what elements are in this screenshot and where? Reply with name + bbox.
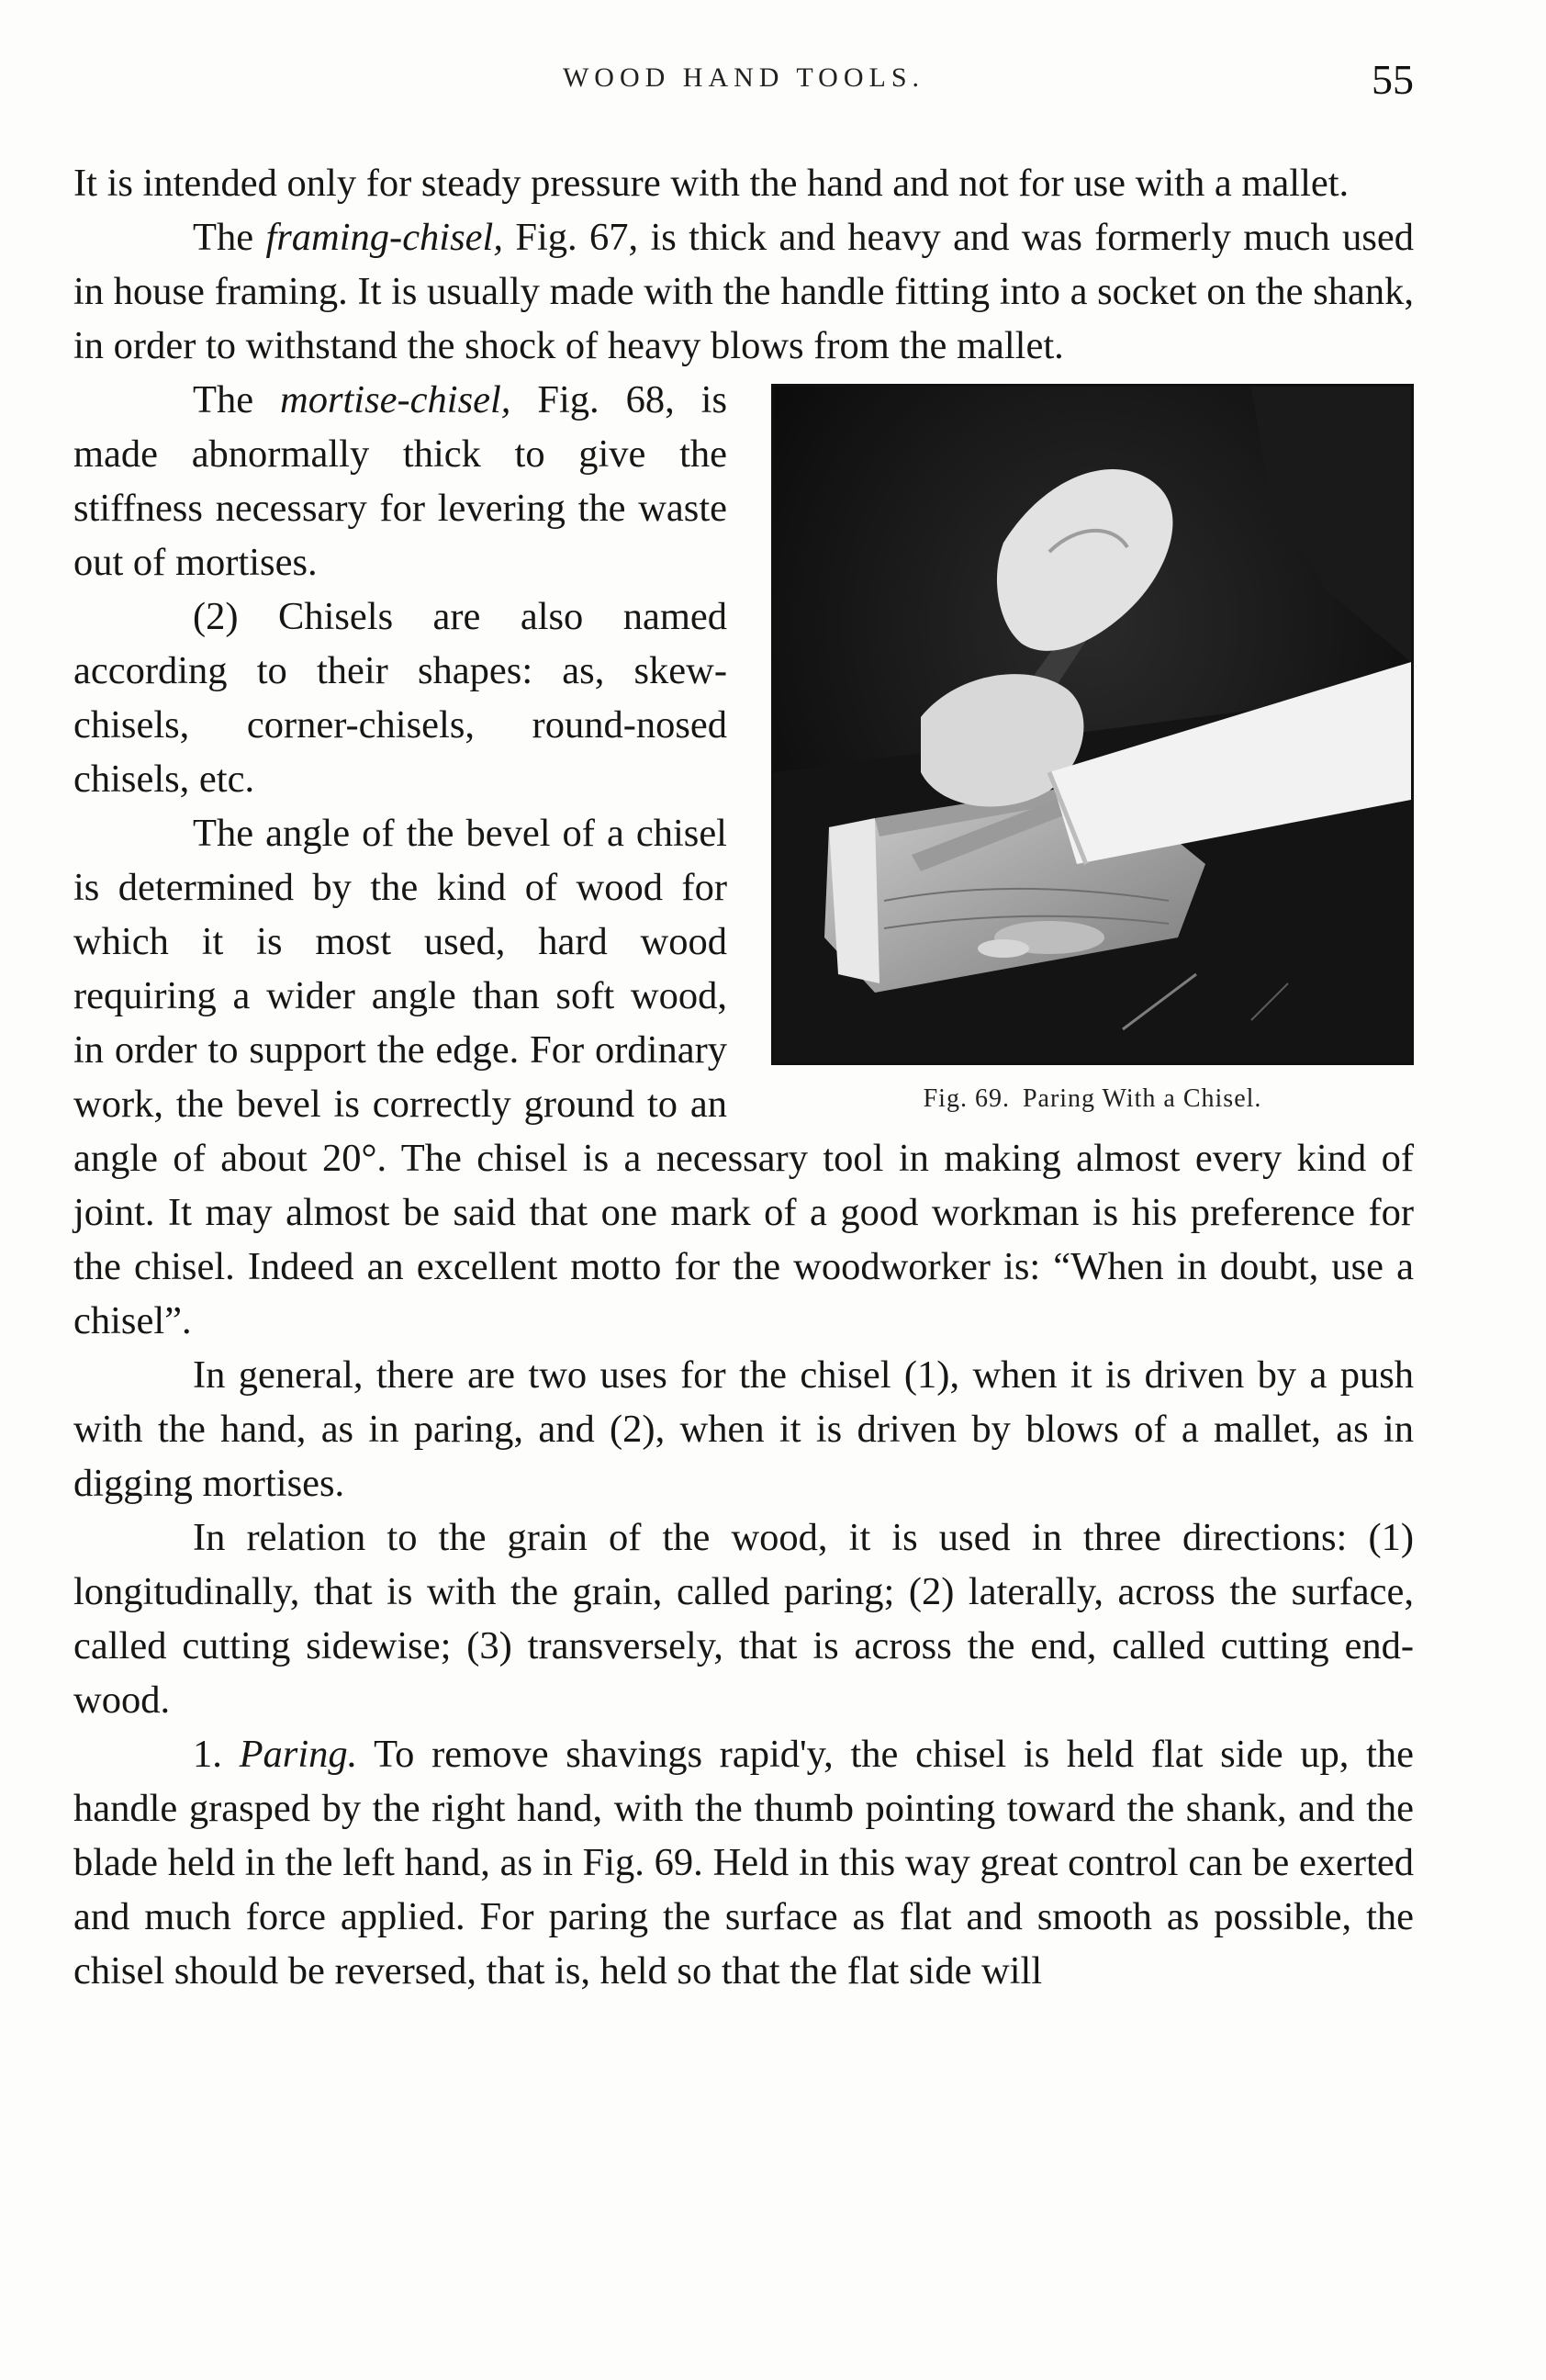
paragraph-3-lead: The	[193, 378, 280, 421]
paragraph-8	[73, 1727, 1414, 1998]
paragraph-8-body: To remove shavings rapid'y, the chisel is held flat side up, the handle grasped by the right hand, with the thumb pointing toward the shank, and the blade held in the left hand, as in Fig. 69. Held in this way great control can be exerted and much force applied. For paring the surface as flat and smooth as possible, the chisel should be reversed, that is, held so that the flat side will	[73, 1733, 1415, 1993]
term-paring: Paring.	[239, 1733, 358, 1776]
paring-photo-illustration	[774, 387, 1411, 1062]
paragraph-3-body: Fig. 68, is made abnormally thick to give the stiffness necessary for levering the waste out of mortises.	[73, 378, 727, 584]
paragraph-8-number: 1.	[193, 1733, 240, 1776]
paragraph-2-body: Fig. 67, is thick and heavy and was formerly much used in house framing. It is usually made with the handle fitting into a socket on the shank, in order to withstand the shock of heavy blows from the mallet.	[73, 216, 1414, 367]
figure-photo	[771, 384, 1414, 1065]
body-text	[73, 156, 1414, 1998]
paragraph-2	[73, 210, 1414, 373]
page-header	[73, 55, 1414, 119]
figure-label: Fig. 69.	[923, 1084, 1010, 1113]
paragraph-2-lead: The	[193, 216, 266, 259]
paragraph-4: (2) Chisels are also named according to their shapes: as, skew-chisels, corner-chisels, round-nosed chisels, etc.	[73, 595, 727, 801]
paragraph-6: In general, there are two uses for the chisel (1), when it is driven by a push with the hand, as in paring, and (2), when it is driven by blows of a mallet, as in digging mortises.	[73, 1353, 1414, 1505]
paragraph-1: It is intended only for steady pressure with the hand and not for use with a mallet.	[73, 162, 1350, 205]
paragraph-7: In relation to the grain of the wood, it is used in three directions: (1) longitudinally, that is with the grain, called paring; (2) laterally, across the surface, called cutting sidewise; (3) transversely, that is across the end, called cutting end-wood.	[73, 1516, 1414, 1722]
term-mortise-chisel: mortise-chisel,	[280, 378, 511, 421]
page-number: 55	[1372, 56, 1414, 103]
figure-caption-text: Paring With a Chisel.	[1022, 1084, 1262, 1113]
figure-caption	[771, 1083, 1414, 1115]
figure-69	[771, 384, 1414, 1115]
paragraph-5: The angle of the bevel of a chisel is determined by the kind of wood for which it is most used, hard wood requiring a wider angle than soft wood, in order to support the edge. For ordinary work, the bevel is correctly ground to an angle of about 20°. The chisel is a necessary tool in making almost every kind of joint. It may almost be said that one mark of a good workman is his preference for the chisel. Indeed an excellent motto for the woodworker is: “When in doubt, use a chisel”.	[73, 812, 1414, 1342]
term-framing-chisel: framing-chisel,	[265, 216, 503, 259]
running-head: WOOD HAND TOOLS.	[562, 62, 925, 93]
